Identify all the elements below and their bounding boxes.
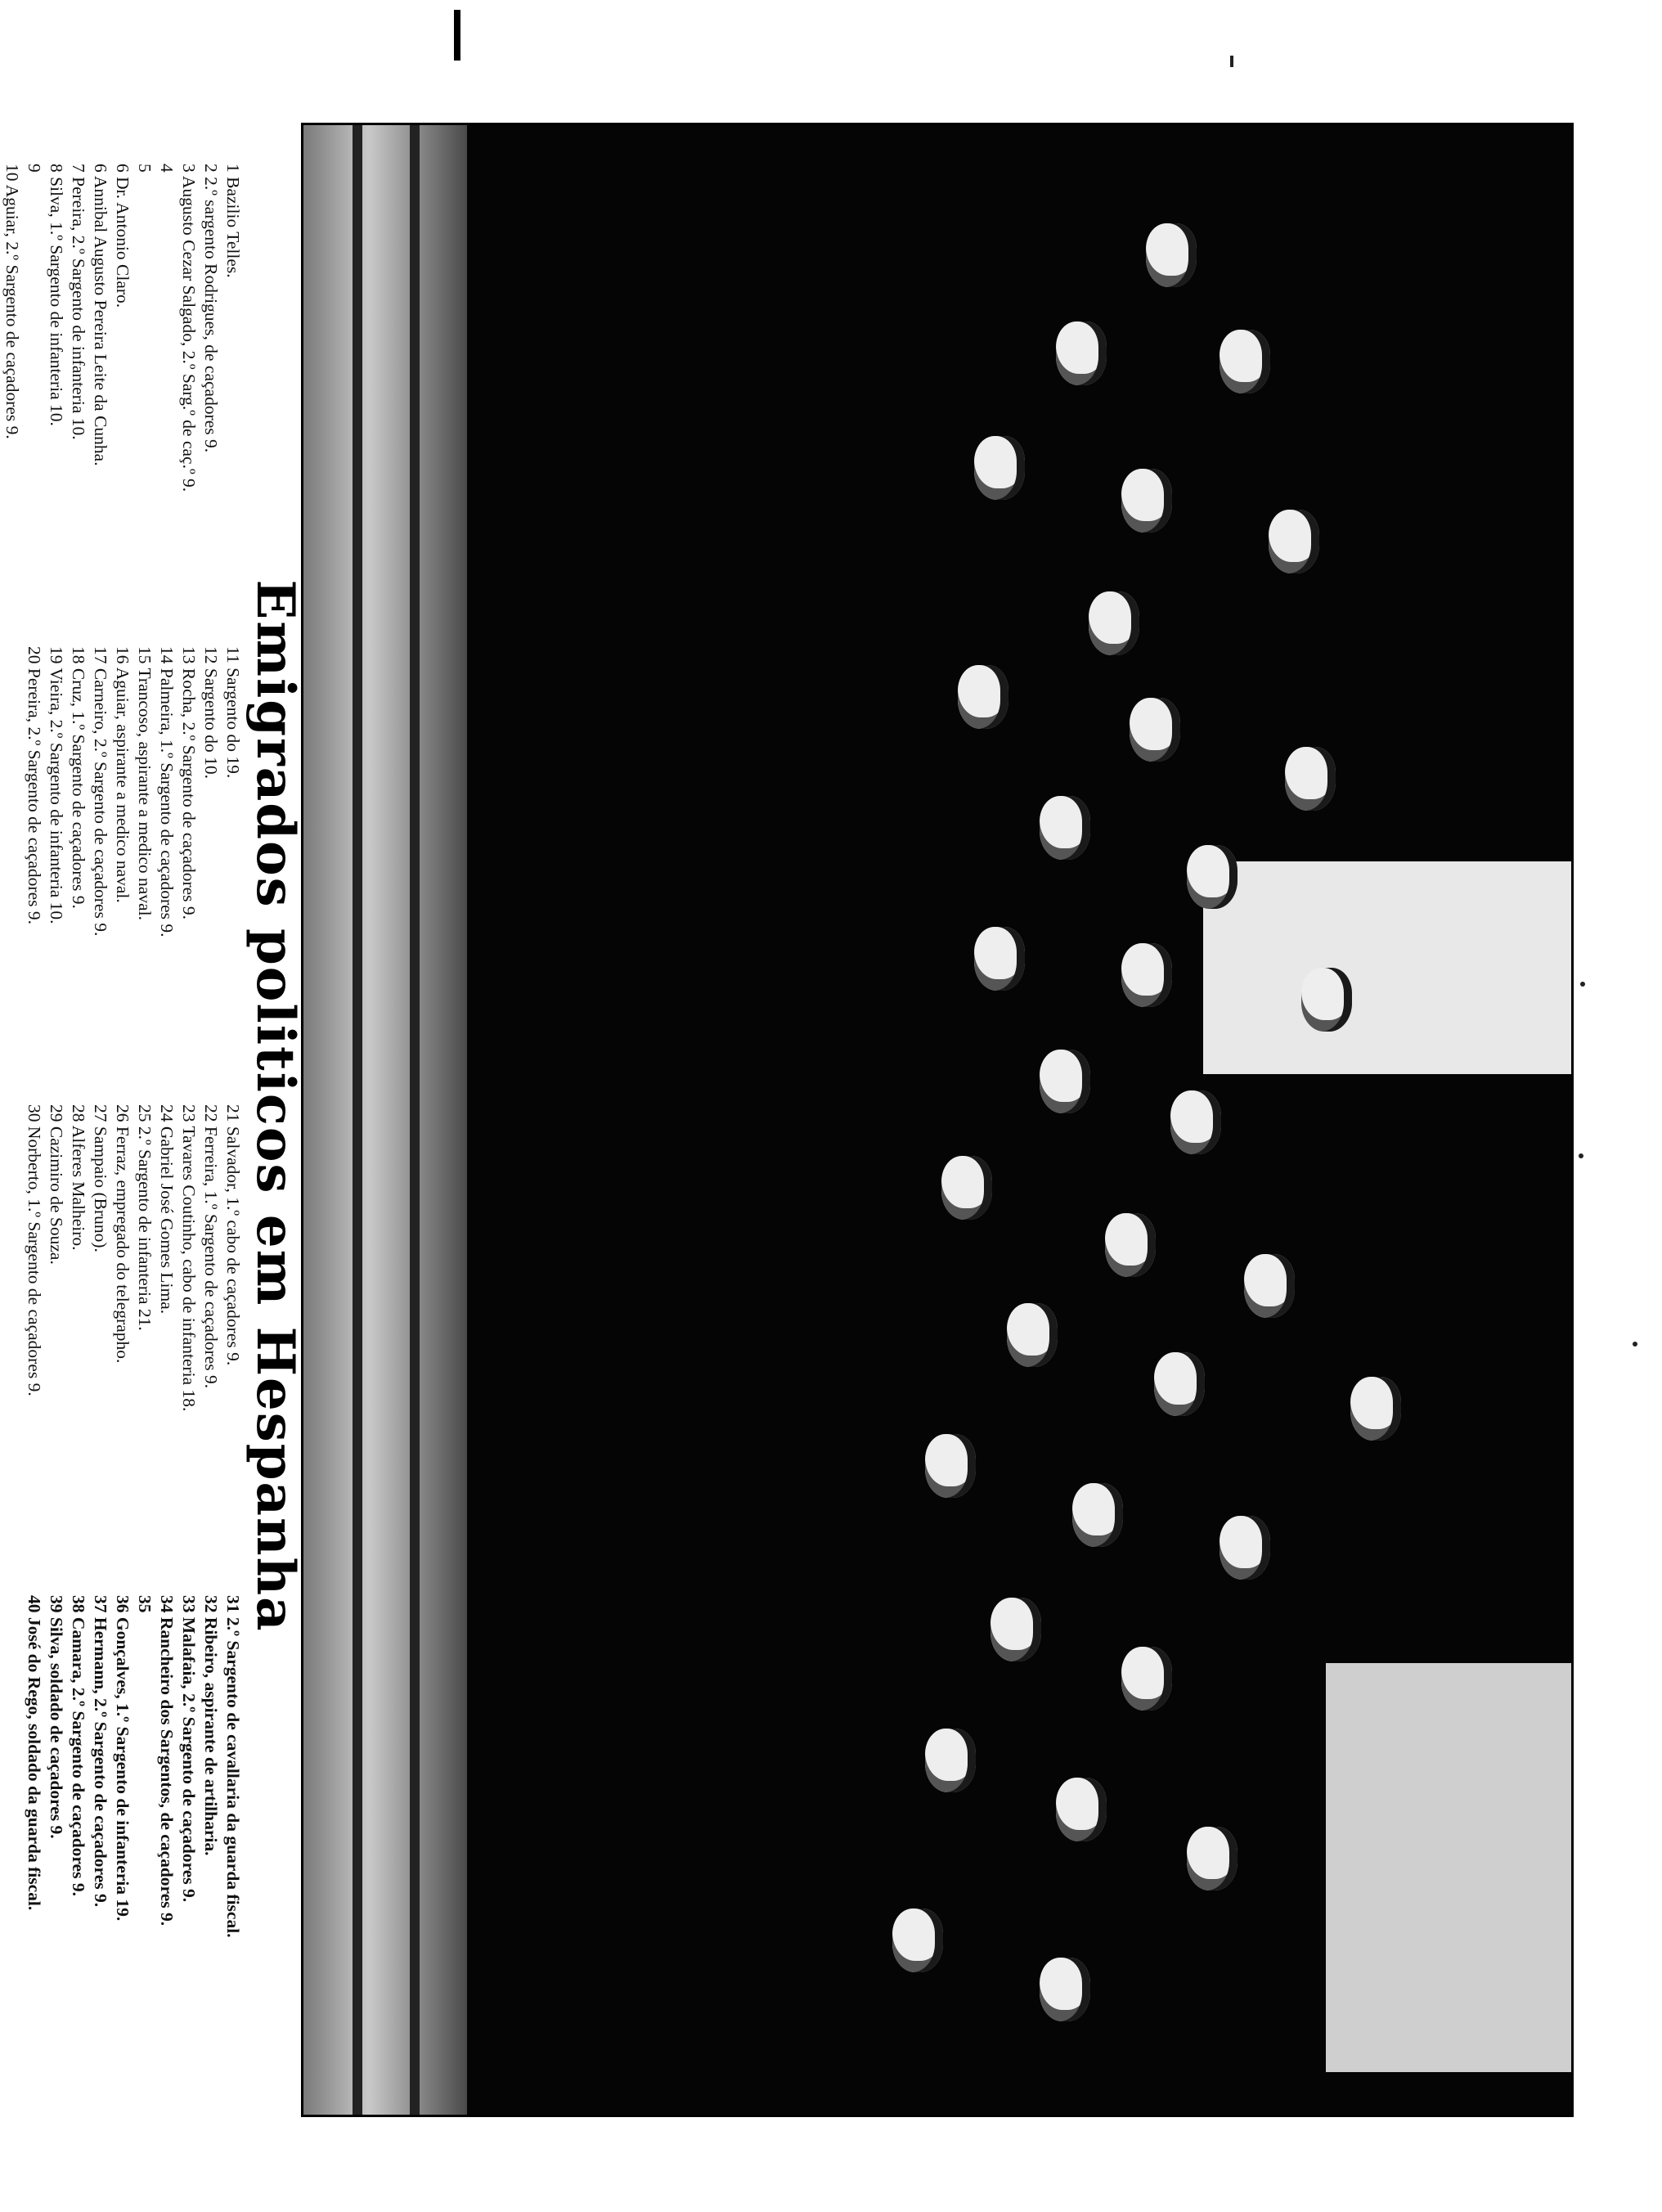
photo-face xyxy=(1301,968,1352,1032)
photo-face xyxy=(925,1729,976,1792)
legend-column-1 xyxy=(1,164,244,492)
photo-face xyxy=(990,1598,1041,1661)
legend-entry: 1 Bazilio Telles. xyxy=(223,164,243,278)
legend-entry: 37 Hermann, 2.º Sargento de caçadores 9. xyxy=(91,1595,110,1908)
legend-column-4 xyxy=(23,1595,244,1938)
photo-face xyxy=(1072,1483,1123,1547)
legend-entry: 40 José do Rego, soldado da guarda fiscal. xyxy=(25,1595,44,1911)
photo-face xyxy=(892,1909,943,1972)
photo-floor-line xyxy=(353,125,362,2115)
scan-speck xyxy=(1580,982,1585,987)
legend-entry: 39 Silva, soldado de caçadores 9. xyxy=(47,1595,66,1839)
photo-face xyxy=(958,665,1008,729)
legend-entry: 27 Sampaio (Bruno). xyxy=(91,1104,110,1252)
legend-entry: 12 Sargento do 10. xyxy=(201,646,221,780)
photo-face xyxy=(1146,223,1197,287)
photo-face xyxy=(1220,1516,1270,1580)
legend-entry: 30 Norberto, 1.º Sargento de caçadores 9. xyxy=(25,1104,44,1396)
legend-entry: 38 Camara, 2.º Sargento de caçadores 9. xyxy=(69,1595,88,1896)
photo-face xyxy=(1170,1090,1221,1154)
photo-face xyxy=(1269,510,1319,573)
photo-face xyxy=(1285,747,1336,811)
photo-face xyxy=(1187,845,1238,909)
legend-entry: 29 Cazimiro de Souza. xyxy=(47,1104,66,1265)
legend-entry: 11 Sargento do 19. xyxy=(223,646,243,779)
group-photo xyxy=(301,123,1574,2117)
photo-face xyxy=(1040,1050,1090,1113)
photo-background-light xyxy=(1203,861,1571,1074)
scan-speck xyxy=(1579,1153,1583,1158)
photo-face xyxy=(1130,698,1180,762)
legend-entry: 2 2.º sargento Rodrigues, de caçadores 9. xyxy=(201,164,221,453)
photo-face xyxy=(1056,1778,1107,1841)
legend-entry: 19 Vieira, 2.º Sargento de infanteria 10. xyxy=(47,646,66,924)
legend-entry: 8 Silva, 1.º Sargento de infanteria 10. xyxy=(47,164,66,426)
legend-entry: 35 xyxy=(135,1595,155,1613)
legend-entry: 31 2.º Sargento de cavallaria da guarda fiscal. xyxy=(223,1595,243,1938)
scan-speck xyxy=(1633,1342,1637,1347)
caption-title: Emigrados politicos em Hespanha xyxy=(245,579,306,1633)
legend-entry: 34 Rancheiro dos Sargentos, de caçadores 9. xyxy=(157,1595,177,1927)
scan-mark-top xyxy=(454,10,460,61)
legend-entry: 18 Cruz, 1.º Sargento de caçadores 9. xyxy=(69,646,88,909)
photo-floor-line xyxy=(410,125,420,2115)
legend-entry: 33 Malafaia, 2.º Sargento de caçadores 9. xyxy=(179,1595,199,1903)
legend-column-3 xyxy=(23,1104,244,1411)
legend-entry: 10 Aguiar, 2.º Sargento de caçadores 9. xyxy=(2,164,22,439)
legend-entry: 4 xyxy=(157,164,177,173)
legend-column-2 xyxy=(23,646,244,937)
legend-entry: 9 xyxy=(25,164,44,173)
legend-entry: 23 Tavares Coutinho, cabo de infanteria 18. xyxy=(179,1104,199,1412)
photo-face xyxy=(1244,1254,1295,1318)
photo-face xyxy=(1007,1303,1058,1367)
photo-face xyxy=(1056,321,1107,385)
photo-face xyxy=(1105,1213,1156,1277)
legend-entry: 3 Augusto Cezar Salgado, 2.º Sarg.º de caç.º 9. xyxy=(179,164,199,492)
photo-face xyxy=(1121,1647,1172,1711)
photo-face xyxy=(1121,469,1172,533)
photo-face xyxy=(925,1434,976,1498)
legend-entry: 26 Ferraz, empregado do telegrapho. xyxy=(113,1104,133,1364)
photo-background-light xyxy=(1326,1663,1571,2072)
legend-entry: 36 Gonçalves, 1.º Sargento de infanteria 19. xyxy=(113,1595,133,1922)
photo-face xyxy=(941,1156,992,1220)
legend-entry: 5 xyxy=(135,164,155,173)
legend-entry: 13 Rocha, 2.º Sargento de caçadores 9. xyxy=(179,646,199,920)
legend-entry: 28 Alferes Malheiro. xyxy=(69,1104,88,1251)
legend-entry: 17 Carneiro, 2.º Sargento de caçadores 9. xyxy=(91,646,110,937)
legend-entry: 15 Trancoso, aspirante a medico naval. xyxy=(135,646,155,920)
photo-face xyxy=(1154,1352,1205,1416)
scan-mark-dot xyxy=(1230,56,1233,67)
legend-entry: 14 Palmeira, 1.º Sargento de caçadores 9. xyxy=(157,646,177,937)
legend-entry: 6 Annibal Augusto Pereira Leite da Cunha. xyxy=(91,164,110,466)
legend-entry: 16 Aguiar, aspirante a medico naval. xyxy=(113,646,133,903)
legend-entry: 22 Ferreira, 1.º Sargento de caçadores 9. xyxy=(201,1104,221,1389)
legend-entry: 21 Salvador, 1.º cabo de caçadores 9. xyxy=(223,1104,243,1366)
legend-entry: 6 Dr. Antonio Claro. xyxy=(113,164,133,308)
legend-entry: 25 2.º Sargento de infanteria 21. xyxy=(135,1104,155,1331)
photo-face xyxy=(974,436,1025,500)
legend-entry: 24 Gabriel José Gomes Lima. xyxy=(157,1104,177,1315)
photo-face xyxy=(1220,330,1270,393)
photo-face xyxy=(1350,1377,1401,1441)
photo-face xyxy=(1187,1827,1238,1891)
photo-floor xyxy=(303,125,467,2115)
photo-face xyxy=(1089,591,1139,655)
legend-entry: 20 Pereira, 2.º Sargento de caçadores 9. xyxy=(25,646,44,924)
legend-entry: 32 Ribeiro, aspirante de artilharia. xyxy=(201,1595,221,1856)
photo-face xyxy=(1040,1958,1090,2021)
photo-face xyxy=(1040,796,1090,860)
legend-entry: 7 Pereira, 2.º Sargento de infanteria 10. xyxy=(69,164,88,440)
photo-face xyxy=(1121,943,1172,1007)
photo-face xyxy=(974,927,1025,991)
